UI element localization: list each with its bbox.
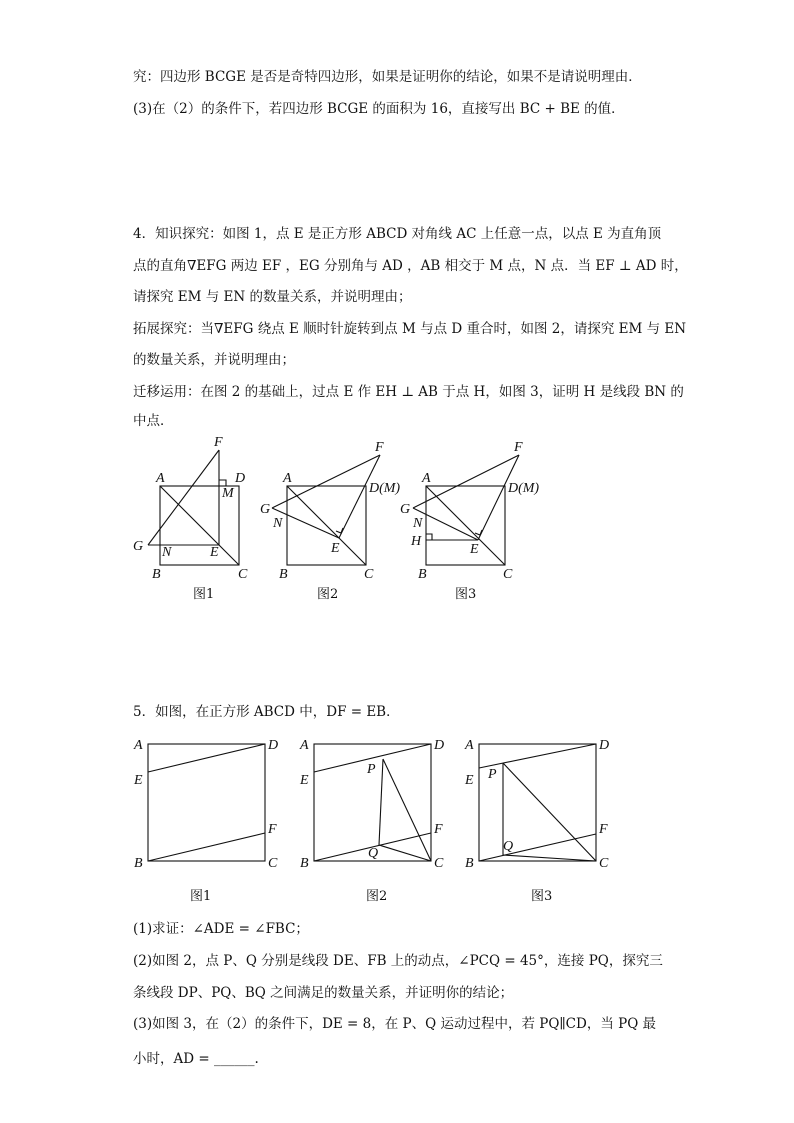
- label-d-m: D(M): [508, 481, 540, 496]
- label-n: N: [413, 516, 423, 531]
- problem4-line-3: 请探究 EM 与 EN 的数量关系，并说明理由；: [133, 289, 412, 305]
- problem4-caption-1: 图1: [193, 587, 215, 602]
- label-n: N: [273, 516, 283, 531]
- label-d: D: [599, 738, 610, 753]
- problem4-line-1: 4．知识探究：如图 1，点 E 是正方形 ABCD 对角线 AC 上任意一点，以点 E 为直角顶: [133, 226, 662, 242]
- label-d: D: [268, 738, 279, 753]
- label-n: N: [162, 545, 172, 560]
- label-d-m: D(M): [369, 481, 401, 496]
- label-e: E: [134, 773, 143, 788]
- label-q: Q: [368, 846, 379, 861]
- label-b: B: [465, 856, 474, 871]
- label-a: A: [283, 471, 292, 486]
- problem5-line-3: 条线段 DP、PQ、BQ 之间满足的数量关系，并证明你的结论；: [133, 985, 514, 1001]
- label-e: E: [300, 773, 309, 788]
- problem4-line-7: 中点．: [133, 413, 174, 429]
- problem5-line-2: (2)如图 2，点 P、Q 分别是线段 DE、FB 上的动点，∠PCQ = 45°，连接 PQ，探究三: [133, 953, 663, 969]
- label-d: D: [235, 471, 246, 486]
- problem4-line-5: 的数量关系，并说明理由；: [133, 352, 295, 368]
- label-e: E: [210, 545, 219, 560]
- label-b: B: [279, 567, 288, 582]
- problem5-caption-1: 图1: [190, 889, 212, 904]
- label-g: G: [400, 502, 411, 517]
- label-f: F: [214, 435, 223, 450]
- problem5-line-5: 小时，AD = ______.: [133, 1051, 259, 1067]
- label-a: A: [134, 738, 143, 753]
- problem4-line-6: 迁移运用：在图 2 的基础上，过点 E 作 EH ⊥ AB 于点 H，如图 3，证明 H 是线段 BN 的: [133, 384, 684, 400]
- problem4-caption-2: 图2: [317, 587, 339, 602]
- label-a: A: [156, 471, 165, 486]
- label-m: M: [222, 486, 234, 501]
- label-q: Q: [503, 839, 514, 854]
- problem5-caption-3: 图3: [531, 889, 553, 904]
- problem4-line-4: 拓展探究：当∇EFG 绕点 E 顺时针旋转到点 M 与点 D 重合时，如图 2，请探究 EM 与 EN: [133, 321, 687, 337]
- label-b: B: [418, 567, 427, 582]
- label-p: P: [488, 767, 497, 782]
- label-c: C: [268, 856, 278, 871]
- label-f: F: [434, 822, 443, 837]
- label-a: A: [300, 738, 309, 753]
- label-f: F: [375, 440, 384, 455]
- label-p: P: [367, 762, 376, 777]
- problem3-line-2: (3)在（2）的条件下，若四边形 BCGE 的面积为 16，直接写出 BC + BE 的值．: [133, 101, 625, 117]
- problem5-line-1: (1)求证：∠ADE = ∠FBC；: [133, 921, 309, 937]
- segment-de: [479, 744, 596, 768]
- problem4-line-2: 点的直角∇EFG 两边 EF ，EG 分别角与 AD ，AB 相交于 M 点，N 点．当 EF ⊥ AD 时，: [133, 258, 688, 274]
- label-h: H: [411, 534, 422, 549]
- label-c: C: [434, 856, 444, 871]
- label-f: F: [514, 440, 523, 455]
- label-g: G: [260, 502, 271, 517]
- label-e: E: [470, 542, 479, 557]
- label-c: C: [238, 567, 248, 582]
- segment-pc: [503, 763, 596, 861]
- problem5-line-4: (3)如图 3，在（2）的条件下，DE = 8，在 P、Q 运动过程中，若 PQ∥CD，当 PQ 最: [133, 1016, 657, 1032]
- label-f: F: [268, 822, 277, 837]
- label-b: B: [134, 856, 143, 871]
- square-abcd: [479, 744, 596, 861]
- problem3-line-1: 究：四边形 BCGE 是否是奇特四边形，如果是证明你的结论，如果不是请说明理由．: [133, 69, 642, 85]
- label-c: C: [503, 567, 513, 582]
- label-f: F: [599, 822, 608, 837]
- label-e: E: [331, 541, 340, 556]
- segment-qc: [503, 855, 596, 861]
- label-a: A: [422, 471, 431, 486]
- label-c: C: [364, 567, 374, 582]
- label-d: D: [434, 738, 445, 753]
- problem5-intro: 5．如图，在正方形 ABCD 中，DF = EB．: [133, 704, 400, 720]
- label-a: A: [465, 738, 474, 753]
- label-g: G: [133, 539, 144, 554]
- label-c: C: [599, 856, 609, 871]
- problem4-caption-3: 图3: [455, 587, 477, 602]
- label-b: B: [152, 567, 161, 582]
- label-e: E: [465, 773, 474, 788]
- problem5-caption-2: 图2: [366, 889, 388, 904]
- label-b: B: [300, 856, 309, 871]
